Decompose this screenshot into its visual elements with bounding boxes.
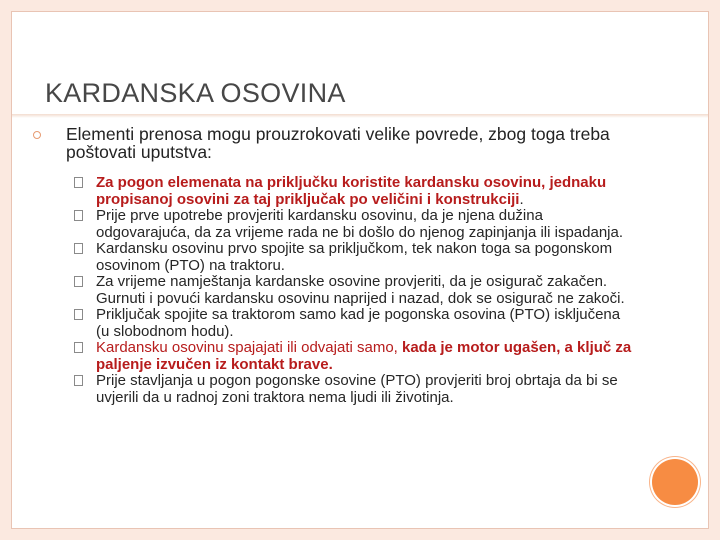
list-item-text: Za pogon elemenata na priključku koristite kardansku osovinu, jednaku propisanoj osovini za taj priključak po veličini i konstrukciji [96,174,607,208]
square-bullet-icon [74,342,83,353]
list-item [74,208,634,241]
slide-content-area [11,11,709,529]
list-item-text: Priključak spojite sa traktorom samo kad je pogonska osovina (PTO) isključena (u slobodnom hodu). [96,306,621,340]
main-bullet-text: Elementi prenosa mogu prouzrokovati velike povrede, zbog toga treba poštovati uputstva: [66,124,610,162]
square-bullet-icon [74,309,83,320]
title-divider [12,114,708,118]
list-item-text: Prije prve upotrebe provjeriti kardansku osovinu, da je njena dužina odgovarajuća, da za vrijeme rada ne bi došlo do njenog zapinjanja ili ispadanja. [96,207,624,241]
square-bullet-icon [74,375,83,386]
decorative-circle-icon [652,459,698,505]
sub-bullet-list [74,175,634,406]
list-item [74,241,634,274]
square-bullet-icon [74,210,83,221]
square-bullet-icon [74,177,83,188]
list-item [74,175,634,208]
list-item-text: Kardansku osovinu spajajati ili odvajati samo, [96,339,402,356]
list-item-punctuation: . [519,190,524,208]
list-item-text: Za vrijeme namještanja kardanske osovine provjeriti, da je osigurač zakačen. Gurnuti i povući kardansku osovinu naprijed i nazad, dok se osigurač ne zakoči. [96,273,625,307]
list-item-emphasis: kada je motor ugašen, a ključ za paljenje izvučen iz kontakt brave. [96,339,632,373]
main-bullet [33,125,633,161]
list-item [74,373,634,406]
ring-bullet-icon [33,131,41,139]
slide-title: KARDANSKA OSOVINA [45,78,346,108]
list-item-text: Prije stavljanja u pogon pogonske osovine (PTO) provjeriti broj obrtaja da bi se uvjerili da u radnoj zoni traktora nema ljudi ili životinja. [96,372,618,406]
list-item [74,307,634,340]
list-item-text: Kardansku osovinu prvo spojite sa priključkom, tek nakon toga sa pogonskom osovinom (PTO) na traktoru. [96,240,613,274]
square-bullet-icon [74,243,83,254]
list-item [74,340,634,373]
list-item [74,274,634,307]
square-bullet-icon [74,276,83,287]
